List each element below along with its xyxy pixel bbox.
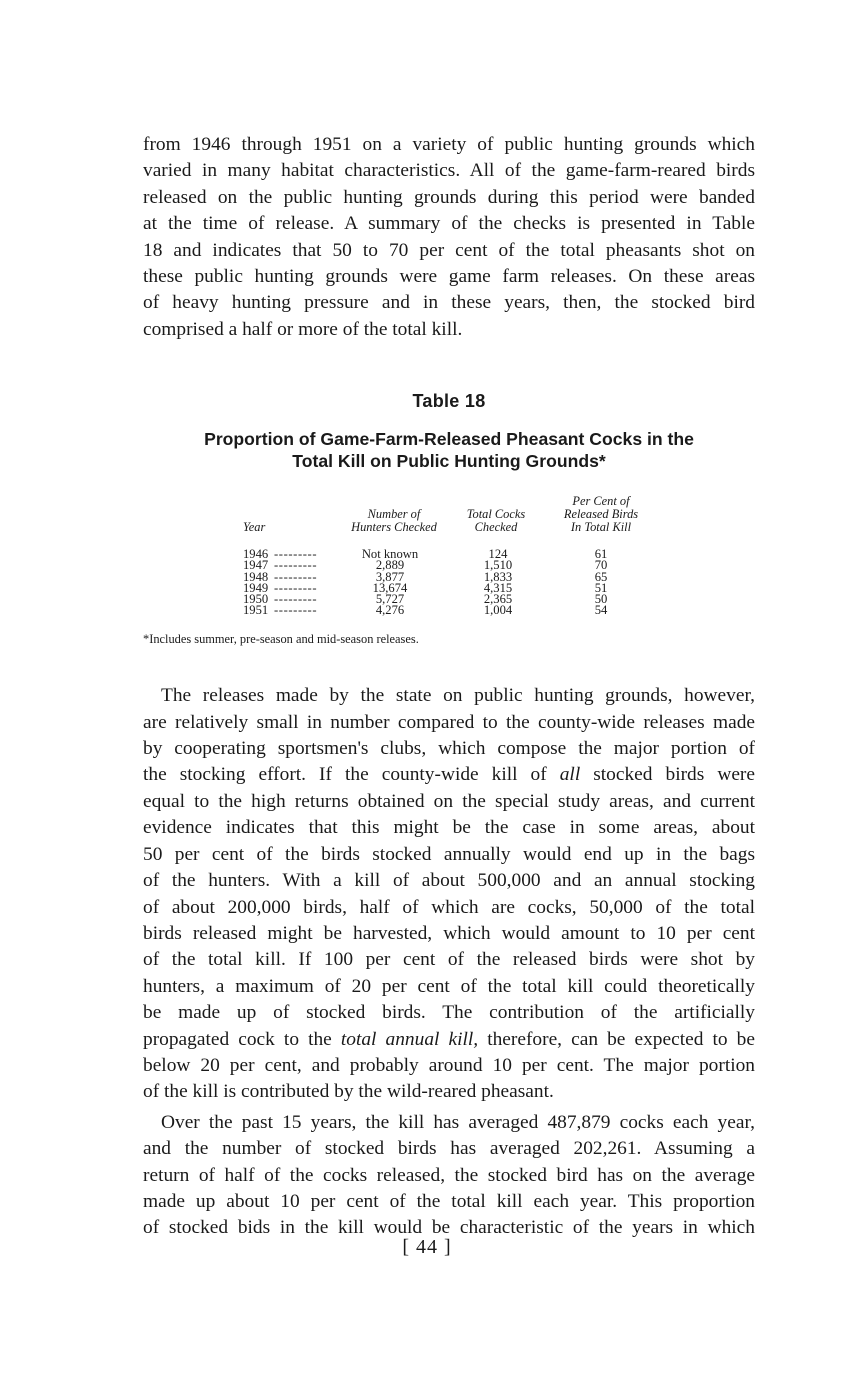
cell-cocks: 1,510 xyxy=(483,558,513,573)
text-line: by cooperating sportsmen's clubs, which compose the major portion of xyxy=(143,738,755,760)
cell-year: 1951 xyxy=(243,603,269,618)
cell-year: 1950 xyxy=(243,592,269,606)
table-caption xyxy=(143,428,755,472)
header-line: Hunters Checked xyxy=(351,520,437,535)
text-line: hunters, a maximum of 20 per cent of the total kill could theoretically xyxy=(143,975,755,997)
cell-year: 1948 xyxy=(243,569,269,584)
text-line: below 20 per cent, and probably around 10 per cent. The major portion xyxy=(143,1054,755,1076)
intro-paragraph xyxy=(143,132,755,343)
data-table xyxy=(143,486,755,626)
text-line xyxy=(143,1027,755,1053)
text-line: from 1946 through 1951 on a variety of public hunting grounds which xyxy=(143,134,755,155)
header-line: Total Cocks xyxy=(466,507,526,522)
cell-hunters: 3,877 xyxy=(375,569,405,584)
text-line: at the time of release. A summary of the checks is presented in Table xyxy=(143,213,755,235)
cell-pct: 54 xyxy=(594,603,608,618)
table-caption-line: Total Kill on Public Hunting Grounds* xyxy=(292,451,606,472)
cell-cocks: 4,315 xyxy=(483,580,513,595)
cell-leader: --------- xyxy=(274,558,318,573)
cell-year: 1946 xyxy=(243,547,269,562)
text-line: Over the past 15 years, the kill has averaged 487,879 cocks each year, xyxy=(161,1111,755,1133)
text-line: made up about 10 per cent of the total kill each year. This proportion xyxy=(143,1190,755,1212)
cell-pct: 70 xyxy=(594,558,608,573)
cell-pct: 61 xyxy=(594,547,608,562)
cell-year: 1947 xyxy=(243,558,269,573)
text-line: varied in many habitat characteristics. All of the game-farm-reared birds xyxy=(143,160,755,182)
text-line: of about 200,000 birds, half of which are cocks, 50,000 of the total xyxy=(143,896,755,918)
header-line: Checked xyxy=(474,520,518,535)
text-run: stocked birds were xyxy=(580,764,755,786)
text-line: of the hunters. With a kill of about 500,000 and an annual stocking xyxy=(143,870,755,892)
text-line: released on the public hunting grounds during this period were banded xyxy=(143,186,755,208)
header-line: In Total Kill xyxy=(570,520,632,535)
header-total-cocks xyxy=(457,508,535,534)
text-line: 50 per cent of the birds stocked annually would end up in the bags xyxy=(143,843,755,865)
cell-hunters: 13,674 xyxy=(372,580,408,595)
table-title: Table 18 xyxy=(412,391,486,412)
cell-pct: 50 xyxy=(594,592,608,606)
text-line: equal to the high returns obtained on the special study areas, and current xyxy=(143,790,755,812)
text-line: evidence indicates that this might be the case in some areas, about xyxy=(143,817,755,839)
header-line: Released Birds xyxy=(563,507,639,522)
header-line: Number of xyxy=(367,507,421,522)
text-line: of heavy hunting pressure and in these years, then, the stocked bird xyxy=(143,292,755,314)
cell-cocks: 2,365 xyxy=(483,592,513,606)
text-line: The releases made by the state on public hunting grounds, however, xyxy=(161,685,755,707)
cell-leader: --------- xyxy=(274,592,318,606)
cell-hunters: 4,276 xyxy=(375,603,405,618)
text-line: birds released might be harvested, which would amount to 10 per cent xyxy=(143,922,755,944)
header-hunters-checked xyxy=(339,508,449,534)
page-body xyxy=(143,132,755,1242)
emphasis-text: all xyxy=(559,764,581,786)
text-line: of stocked bids in the kill would be characteristic of the years in which xyxy=(143,1217,755,1239)
header-year: Year xyxy=(243,520,266,535)
text-line xyxy=(143,762,755,788)
cell-cocks: 124 xyxy=(488,547,508,562)
text-line: 18 and indicates that 50 to 70 per cent of the total pheasants shot on xyxy=(143,239,755,261)
text-line: these public hunting grounds were game farm releases. On these areas xyxy=(143,266,755,288)
text-run: the stocking effort. If the county-wide kill of xyxy=(143,764,560,786)
text-line: return of half of the cocks released, the stocked bird has on the average xyxy=(143,1164,755,1186)
emphasis-text: total annual kill, xyxy=(340,1028,479,1050)
text-line: are relatively small in number compared to the county-wide releases made xyxy=(143,711,755,733)
paragraph-releases xyxy=(143,683,755,1106)
text-run: propagated cock to the xyxy=(143,1028,341,1050)
text-run: therefore, can be expected to be xyxy=(478,1028,755,1050)
table-row xyxy=(243,605,663,616)
cell-pct: 65 xyxy=(594,569,608,584)
cell-hunters: Not known xyxy=(361,547,419,562)
table-body xyxy=(243,549,663,616)
table-footnote: *Includes summer, pre-season and mid-season releases. xyxy=(143,632,419,647)
text-line: be made up of stocked birds. The contribution of the artificially xyxy=(143,1002,755,1024)
text-line: and the number of stocked birds has averaged 202,261. Assuming a xyxy=(143,1138,755,1160)
page-number: [ 44 ] xyxy=(402,1236,452,1258)
cell-pct: 51 xyxy=(594,580,608,595)
cell-hunters: 2,889 xyxy=(375,558,405,573)
text-line: of the kill is contributed by the wild-reared pheasant. xyxy=(143,1081,554,1103)
header-per-cent xyxy=(551,495,651,534)
cell-leader: --------- xyxy=(274,569,318,584)
cell-hunters: 5,727 xyxy=(375,592,405,606)
cell-leader: --------- xyxy=(274,580,318,595)
cell-leader: --------- xyxy=(274,603,318,618)
table-caption-line: Proportion of Game-Farm-Released Pheasant Cocks in the xyxy=(204,429,694,450)
header-line: Per Cent of xyxy=(572,494,630,509)
cell-cocks: 1,004 xyxy=(483,603,513,618)
cell-cocks: 1,833 xyxy=(483,569,513,584)
text-line: comprised a half or more of the total kill. xyxy=(143,318,463,340)
text-line: of the total kill. If 100 per cent of the released birds were shot by xyxy=(143,949,755,971)
cell-year: 1949 xyxy=(243,580,269,595)
cell-leader: --------- xyxy=(274,547,318,562)
paragraph-averages xyxy=(143,1110,755,1242)
